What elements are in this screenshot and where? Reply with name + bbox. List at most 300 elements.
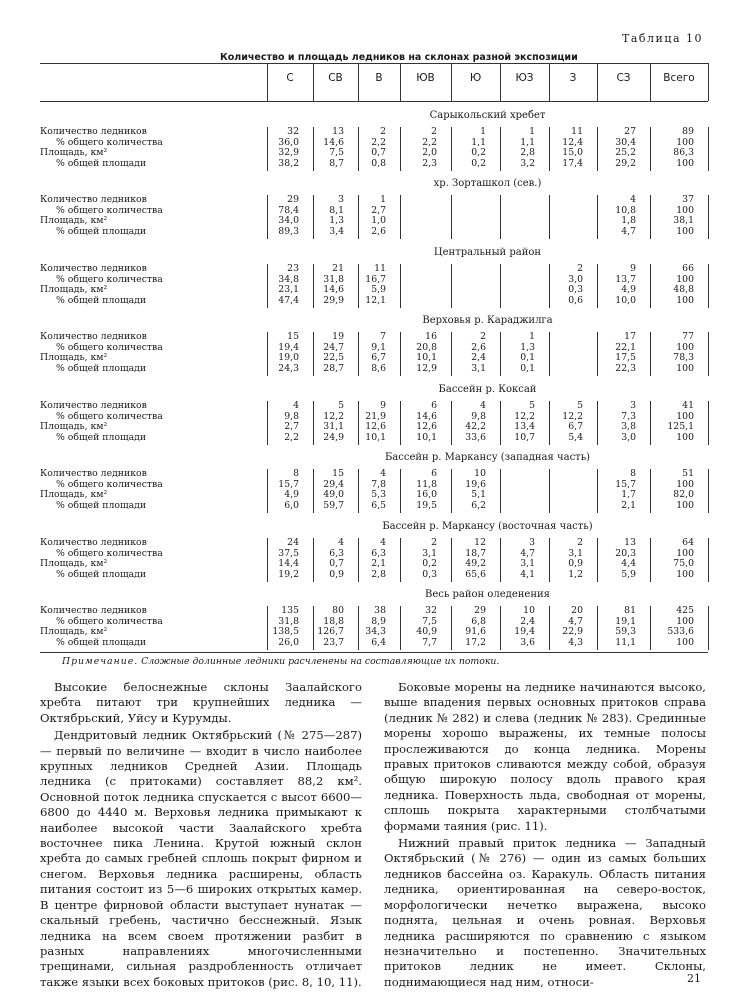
table-cell: 19,6 bbox=[465, 478, 486, 490]
column-rule bbox=[500, 195, 501, 239]
table-cell: 19,4 bbox=[278, 341, 299, 353]
table-cell: 38 bbox=[374, 605, 386, 616]
table-cell: 7 bbox=[380, 331, 386, 342]
table-cell: 17,5 bbox=[615, 352, 636, 363]
table-cell: 19 bbox=[332, 331, 344, 342]
table-cell: 75,0 bbox=[673, 558, 694, 569]
table-cell: 40,9 bbox=[416, 626, 437, 637]
paragraph: Нижний правый приток ледника — Западный Октябрьский (№ 276) — один из самых больших ледников бассейна оз. Каракуль. Область питания ледника, ориентированная на северо-восток, морфологически нечетко выражена, высоко поднята, цельная и очень ровная. Верховья ледника расширяются по сравнению с языком незначительно и постепенно. Значительных притоков ледник не имеет. Склоны, поднимающиеся над ним, относи- bbox=[384, 836, 706, 989]
table-cell: 5,4 bbox=[568, 431, 583, 443]
table-cell: 1,0 bbox=[371, 215, 386, 226]
column-rule bbox=[500, 264, 501, 308]
table-cell: 2 bbox=[577, 263, 583, 274]
table-cell: 16,0 bbox=[416, 489, 437, 500]
table-cell: 11 bbox=[374, 263, 386, 274]
table-cell: 42,2 bbox=[465, 421, 486, 432]
table-cell: 2,2 bbox=[371, 136, 386, 148]
table-cell: 0,2 bbox=[422, 558, 437, 569]
note-text: Сложные долинные ледники расчленены на составляющие их потоки. bbox=[141, 656, 500, 667]
column-rule bbox=[358, 63, 359, 101]
table-cell: 4 bbox=[338, 537, 344, 548]
table-cell: 65,6 bbox=[465, 568, 486, 580]
table-cell: 10,1 bbox=[365, 431, 386, 443]
column-rule bbox=[708, 63, 709, 101]
table-cell: 24 bbox=[287, 537, 299, 548]
table-cell: 1 bbox=[480, 126, 486, 137]
table-cell: 2,6 bbox=[371, 225, 386, 237]
table-cell: 6,7 bbox=[568, 421, 583, 432]
table-cell: 24,9 bbox=[323, 431, 344, 443]
table-cell: 6,3 bbox=[329, 547, 344, 559]
table-cell: 59,3 bbox=[615, 626, 636, 637]
table-cell: 0,6 bbox=[568, 294, 583, 306]
table-cell: 37,5 bbox=[278, 547, 299, 559]
table-cell: 8,6 bbox=[371, 362, 386, 374]
table-cell: 8 bbox=[293, 468, 299, 479]
table-cell: 18,8 bbox=[323, 615, 344, 627]
row-label: % общей площади bbox=[56, 225, 147, 237]
table-cell: 100 bbox=[676, 431, 694, 443]
column-rule bbox=[708, 264, 709, 308]
table-cell: 100 bbox=[676, 294, 694, 306]
table-cell: 18,7 bbox=[465, 547, 486, 559]
paragraph: Боковые морены на леднике начинаются высоко, выше впадения первых основных притоков справа (ледник № 282) и слева (ледник № 283). Срединные морены хорошо выражены, их темные полосы прослеживаются до конца ледника. Морены правых притоков сливаются между собой, образуя общую широкую полосу вдоль правого края ледника. Поверхность льда, свободная от морены, сплошь покрыта характерными столбчатыми формами таяния (рис. 11). bbox=[384, 680, 706, 833]
table-cell: 3,1 bbox=[520, 558, 535, 569]
table-cell: 126,7 bbox=[317, 626, 344, 637]
column-header: Ю bbox=[469, 72, 482, 84]
right-text-column bbox=[384, 680, 706, 990]
table-cell: 2,7 bbox=[371, 204, 386, 216]
table-cell: 12,2 bbox=[514, 410, 535, 422]
column-rule bbox=[400, 63, 401, 101]
row-label: Количество ледников bbox=[40, 126, 147, 137]
row-label: % общего количества bbox=[56, 547, 163, 559]
column-rule bbox=[549, 332, 550, 376]
table-cell: 3,4 bbox=[329, 225, 344, 237]
row-label: % общего количества bbox=[56, 615, 163, 627]
table-cell: 1 bbox=[529, 331, 535, 342]
row-label: % общей площади bbox=[56, 568, 147, 580]
table-cell: 0,7 bbox=[329, 558, 344, 569]
column-rule bbox=[708, 195, 709, 239]
table-cell: 5,3 bbox=[371, 489, 386, 500]
table-cell: 4,9 bbox=[621, 284, 636, 295]
table-cell: 2,2 bbox=[422, 136, 437, 148]
table-cell: 15,7 bbox=[615, 478, 636, 490]
table-cell: 13,4 bbox=[514, 421, 535, 432]
table-cell: 21,9 bbox=[365, 410, 386, 422]
table-cell: 3,0 bbox=[621, 431, 636, 443]
table-cell: 4 bbox=[293, 400, 299, 411]
table-cell: 31,1 bbox=[323, 421, 344, 432]
table-cell: 2,4 bbox=[471, 352, 486, 363]
row-label: % общей площади bbox=[56, 431, 147, 443]
table-title: Количество и площадь ледников на склонах разной экспозиции bbox=[220, 52, 578, 63]
column-rule bbox=[708, 401, 709, 445]
table-cell: 89 bbox=[682, 126, 694, 137]
table-cell: 2,1 bbox=[621, 499, 636, 511]
table-cell: 19,1 bbox=[615, 615, 636, 627]
table-cell: 24,3 bbox=[278, 362, 299, 374]
table-cell: 14,6 bbox=[323, 136, 344, 148]
table-cell: 5,9 bbox=[371, 284, 386, 295]
table-cell: 9,8 bbox=[471, 410, 486, 422]
table-cell: 1,1 bbox=[520, 136, 535, 148]
table-cell: 0,2 bbox=[471, 147, 486, 158]
table-cell: 38,1 bbox=[673, 215, 694, 226]
table-cell: 2,2 bbox=[284, 431, 299, 443]
table-cell: 22,1 bbox=[615, 341, 636, 353]
table-cell: 32 bbox=[425, 605, 437, 616]
table-cell: 30,4 bbox=[615, 136, 636, 148]
column-rule bbox=[549, 469, 550, 513]
table-cell: 24,7 bbox=[323, 341, 344, 353]
table-cell: 49,0 bbox=[323, 489, 344, 500]
table-cell: 7,5 bbox=[422, 615, 437, 627]
table-cell: 64 bbox=[682, 537, 694, 548]
table-cell: 6 bbox=[431, 400, 437, 411]
table-cell: 17,4 bbox=[562, 157, 583, 169]
column-rule bbox=[708, 469, 709, 513]
table-cell: 1,3 bbox=[520, 341, 535, 353]
row-label: % общего количества bbox=[56, 204, 163, 216]
row-label: Количество ледников bbox=[40, 331, 147, 342]
column-header: З bbox=[569, 72, 577, 84]
table-cell: 100 bbox=[676, 204, 694, 216]
table-cell: 10,8 bbox=[615, 204, 636, 216]
row-label: % общего количества bbox=[56, 478, 163, 490]
table-cell: 27 bbox=[624, 126, 636, 137]
table-cell: 3 bbox=[630, 400, 636, 411]
table-cell: 135 bbox=[281, 605, 299, 616]
table-cell: 29,4 bbox=[323, 478, 344, 490]
table-cell: 7,3 bbox=[621, 410, 636, 422]
table-cell: 5,9 bbox=[621, 568, 636, 580]
table-cell: 5 bbox=[529, 400, 535, 411]
row-label: Количество ледников bbox=[40, 400, 147, 411]
table-cell: 15 bbox=[287, 331, 299, 342]
table-cell: 425 bbox=[676, 605, 694, 616]
table-cell: 4,1 bbox=[520, 568, 535, 580]
table-cell: 34,8 bbox=[278, 273, 299, 285]
row-label: % общего количества bbox=[56, 341, 163, 353]
table-cell: 0,9 bbox=[568, 558, 583, 569]
table-cell: 15 bbox=[332, 468, 344, 479]
table-cell: 38,2 bbox=[278, 157, 299, 169]
table-cell: 15,0 bbox=[562, 147, 583, 158]
row-label: % общей площади bbox=[56, 157, 147, 169]
table-cell: 10,1 bbox=[416, 352, 437, 363]
region-title: хр. Зорташкол (сев.) bbox=[433, 178, 542, 189]
table-note bbox=[62, 656, 499, 667]
table-cell: 14,6 bbox=[416, 410, 437, 422]
table-cell: 10,1 bbox=[416, 431, 437, 443]
table-cell: 17,2 bbox=[465, 636, 486, 648]
table-cell: 100 bbox=[676, 478, 694, 490]
column-header: СВ bbox=[328, 72, 343, 84]
table-cell: 26,0 bbox=[278, 636, 299, 648]
table-cell: 2,6 bbox=[471, 341, 486, 353]
table-cell: 3,8 bbox=[621, 421, 636, 432]
column-rule bbox=[708, 538, 709, 582]
table-cell: 0,7 bbox=[371, 147, 386, 158]
table-cell: 100 bbox=[676, 225, 694, 237]
table-cell: 4,7 bbox=[520, 547, 535, 559]
table-cell: 10,7 bbox=[514, 431, 535, 443]
table-cell: 3 bbox=[338, 194, 344, 205]
table-cell: 9,1 bbox=[371, 341, 386, 353]
table-cell: 4 bbox=[380, 468, 386, 479]
table-cell: 22,3 bbox=[615, 362, 636, 374]
column-rule bbox=[451, 264, 452, 308]
table-cell: 0,3 bbox=[422, 568, 437, 580]
column-header: В bbox=[375, 72, 383, 84]
table-cell: 1,3 bbox=[329, 215, 344, 226]
table-cell: 29,9 bbox=[323, 294, 344, 306]
column-rule bbox=[708, 332, 709, 376]
table-cell: 48,8 bbox=[673, 284, 694, 295]
table-cell: 138,5 bbox=[272, 626, 299, 637]
paragraph: Дендритовый ледник Октябрьский (№ 275—287) — первый по величине — входит в число наиболее крупных ледников Средней Азии. Площадь ледника (с притоками) составляет 88,2 км². Основной поток ледника спускается с высот 6600—6800 до 4440 м. Верховья ледника примыкают к наиболее высокой части Заалайского хребта восточнее пика Ленина. Крутой южный склон хребта до самых гребней сплошь покрыт фирном и снегом. Верховья ледника расширены, область питания состоит из 5—6 широких открытых камер. В центре фирновой области выступает нунатак — скальный гребень, частично бесснежный. Язык ледника на всем своем протяжении разбит в разных направлениях многочисленными трещинами, сильная раздробленность отличает также языки всех боковых притоков (рис. 8, 10, 11). bbox=[40, 728, 362, 989]
table-cell: 1,2 bbox=[568, 568, 583, 580]
table-cell: 13,7 bbox=[615, 273, 636, 285]
table-cell: 3,6 bbox=[520, 636, 535, 648]
table-cell: 100 bbox=[676, 615, 694, 627]
table-cell: 0,9 bbox=[329, 568, 344, 580]
table-cell: 4 bbox=[630, 194, 636, 205]
region-title: Центральный район bbox=[433, 247, 542, 258]
table-cell: 5 bbox=[577, 400, 583, 411]
table-cell: 0,3 bbox=[568, 284, 583, 295]
row-label: Количество ледников bbox=[40, 605, 147, 616]
table-cell: 4,7 bbox=[621, 225, 636, 237]
table-cell: 6,5 bbox=[371, 499, 386, 511]
table-cell: 533,6 bbox=[667, 626, 694, 637]
table-cell: 8,7 bbox=[329, 157, 344, 169]
table-cell: 19,0 bbox=[278, 352, 299, 363]
row-label: Площадь, км² bbox=[40, 421, 108, 432]
table-cell: 12 bbox=[474, 537, 486, 548]
table-cell: 89,3 bbox=[278, 225, 299, 237]
table-cell: 34,3 bbox=[365, 626, 386, 637]
row-label: % общей площади bbox=[56, 362, 147, 374]
table-cell: 9 bbox=[380, 400, 386, 411]
table-cell: 12,6 bbox=[416, 421, 437, 432]
table-cell: 12,2 bbox=[323, 410, 344, 422]
column-rule bbox=[451, 195, 452, 239]
table-cell: 82,0 bbox=[673, 489, 694, 500]
table-cell: 12,4 bbox=[562, 136, 583, 148]
row-label: % общего количества bbox=[56, 273, 163, 285]
column-rule bbox=[708, 127, 709, 171]
column-rule bbox=[708, 606, 709, 650]
table-cell: 3,1 bbox=[471, 362, 486, 374]
region-title: Бассейн р. Маркансу (восточная часть) bbox=[382, 521, 593, 532]
table-cell: 20,3 bbox=[615, 547, 636, 559]
column-header: ЮЗ bbox=[515, 72, 534, 84]
row-label: % общего количества bbox=[56, 136, 163, 148]
table-cell: 21 bbox=[332, 263, 344, 274]
table-cell: 6,0 bbox=[284, 499, 299, 511]
region-title: Верховья р. Караджилга bbox=[422, 315, 553, 326]
table-cell: 78,4 bbox=[278, 204, 299, 216]
table-cell: 16,7 bbox=[365, 273, 386, 285]
table-cell: 2,3 bbox=[422, 157, 437, 169]
table-cell: 36,0 bbox=[278, 136, 299, 148]
column-rule bbox=[650, 63, 651, 101]
column-header: С bbox=[286, 72, 294, 84]
table-cell: 31,8 bbox=[323, 273, 344, 285]
table-cell: 1,7 bbox=[621, 489, 636, 500]
table-cell: 2 bbox=[480, 331, 486, 342]
left-text-column bbox=[40, 680, 362, 990]
table-cell: 12,1 bbox=[365, 294, 386, 306]
table-cell: 2,1 bbox=[371, 558, 386, 569]
table-cell: 5,1 bbox=[471, 489, 486, 500]
table-cell: 1,8 bbox=[621, 215, 636, 226]
table-cell: 4 bbox=[480, 400, 486, 411]
table-cell: 4,4 bbox=[621, 558, 636, 569]
table-cell: 3,2 bbox=[520, 157, 535, 169]
paragraph: Высокие белоснежные склоны Заалайского хребта питают три крупнейших ледника — Октябрьский, Уйсу и Курумды. bbox=[40, 680, 362, 725]
table-cell: 100 bbox=[676, 499, 694, 511]
table-cell: 22,5 bbox=[323, 352, 344, 363]
table-cell: 12,9 bbox=[416, 362, 437, 374]
row-label: % общей площади bbox=[56, 499, 147, 511]
row-label: Площадь, км² bbox=[40, 558, 108, 569]
row-label: Площадь, км² bbox=[40, 147, 108, 158]
table-cell: 14,6 bbox=[323, 284, 344, 295]
table-cell: 9,8 bbox=[284, 410, 299, 422]
table-cell: 15,7 bbox=[278, 478, 299, 490]
region-title: Сарыкольский хребет bbox=[429, 110, 546, 121]
table-cell: 19,5 bbox=[416, 499, 437, 511]
table-cell: 0,2 bbox=[471, 157, 486, 169]
table-cell: 51 bbox=[682, 468, 694, 479]
table-cell: 80 bbox=[332, 605, 344, 616]
row-label: Площадь, км² bbox=[40, 284, 108, 295]
table-cell: 59,7 bbox=[323, 499, 344, 511]
table-cell: 3,1 bbox=[422, 547, 437, 559]
table-top-rule bbox=[40, 63, 708, 64]
table-cell: 20 bbox=[571, 605, 583, 616]
table-cell: 100 bbox=[676, 157, 694, 169]
table-cell: 11,8 bbox=[416, 478, 437, 490]
table-cell: 25,2 bbox=[615, 147, 636, 158]
table-cell: 100 bbox=[676, 136, 694, 148]
table-cell: 10 bbox=[523, 605, 535, 616]
table-cell: 10 bbox=[474, 468, 486, 479]
column-header: Всего bbox=[663, 72, 695, 84]
table-cell: 2 bbox=[380, 126, 386, 137]
note-label: Примечание. bbox=[62, 656, 139, 667]
table-header-rule bbox=[40, 101, 708, 102]
table-cell: 81 bbox=[624, 605, 636, 616]
table-cell: 100 bbox=[676, 410, 694, 422]
table-cell: 2,4 bbox=[520, 615, 535, 627]
table-cell: 29 bbox=[474, 605, 486, 616]
table-cell: 29,2 bbox=[615, 157, 636, 169]
table-cell: 100 bbox=[676, 568, 694, 580]
region-title: Бассейн р. Маркансу (западная часть) bbox=[384, 452, 591, 463]
table-cell: 41 bbox=[682, 400, 694, 411]
table-cell: 8 bbox=[630, 468, 636, 479]
column-rule bbox=[400, 264, 401, 308]
column-header: ЮВ bbox=[416, 72, 435, 84]
table-cell: 8,9 bbox=[371, 615, 386, 627]
table-cell: 77 bbox=[682, 331, 694, 342]
table-cell: 6,4 bbox=[371, 636, 386, 648]
table-cell: 34,0 bbox=[278, 215, 299, 226]
table-cell: 8,1 bbox=[329, 204, 344, 216]
table-cell: 2,8 bbox=[371, 568, 386, 580]
column-rule bbox=[500, 63, 501, 101]
table-cell: 86,3 bbox=[673, 147, 694, 158]
row-label: Количество ледников bbox=[40, 468, 147, 479]
table-cell: 32,9 bbox=[278, 147, 299, 158]
column-rule bbox=[451, 63, 452, 101]
table-cell: 13 bbox=[332, 126, 344, 137]
region-title: Весь район оледенения bbox=[425, 589, 550, 600]
row-label: % общей площади bbox=[56, 636, 147, 648]
table-cell: 100 bbox=[676, 362, 694, 374]
column-rule bbox=[400, 195, 401, 239]
row-label: Количество ледников bbox=[40, 194, 147, 205]
table-cell: 1 bbox=[529, 126, 535, 137]
column-header: СЗ bbox=[616, 72, 631, 84]
table-cell: 0,1 bbox=[520, 352, 535, 363]
column-rule bbox=[549, 63, 550, 101]
table-cell: 23,7 bbox=[323, 636, 344, 648]
table-cell: 2 bbox=[577, 537, 583, 548]
column-rule bbox=[500, 469, 501, 513]
table-cell: 91,6 bbox=[465, 626, 486, 637]
table-cell: 14,4 bbox=[278, 558, 299, 569]
table-cell: 31,8 bbox=[278, 615, 299, 627]
table-cell: 23,1 bbox=[278, 284, 299, 295]
table-caption bbox=[0, 32, 743, 63]
row-label: Количество ледников bbox=[40, 263, 147, 274]
table-cell: 6,8 bbox=[471, 615, 486, 627]
table-cell: 3,1 bbox=[568, 547, 583, 559]
table-cell: 100 bbox=[676, 341, 694, 353]
row-label: Площадь, км² bbox=[40, 489, 108, 500]
table-cell: 3,0 bbox=[568, 273, 583, 285]
table-bottom-rule bbox=[40, 652, 708, 653]
table-cell: 4 bbox=[380, 537, 386, 548]
table-cell: 47,4 bbox=[278, 294, 299, 306]
table-cell: 17 bbox=[624, 331, 636, 342]
table-cell: 100 bbox=[676, 636, 694, 648]
table-cell: 7,7 bbox=[422, 636, 437, 648]
table-cell: 7,8 bbox=[371, 478, 386, 490]
table-cell: 0,1 bbox=[520, 362, 535, 374]
table-cell: 0,8 bbox=[371, 157, 386, 169]
table-cell: 6 bbox=[431, 468, 437, 479]
table-number: Таблица 10 bbox=[622, 32, 703, 45]
table-cell: 12,6 bbox=[365, 421, 386, 432]
column-rule bbox=[313, 63, 314, 101]
table-cell: 6,7 bbox=[371, 352, 386, 363]
table-cell: 2 bbox=[431, 537, 437, 548]
table-cell: 10,0 bbox=[615, 294, 636, 306]
row-label: Площадь, км² bbox=[40, 352, 108, 363]
table-cell: 1 bbox=[380, 194, 386, 205]
table-cell: 12,2 bbox=[562, 410, 583, 422]
table-cell: 125,1 bbox=[667, 421, 694, 432]
table-cell: 6,2 bbox=[471, 499, 486, 511]
table-cell: 4,9 bbox=[284, 489, 299, 500]
